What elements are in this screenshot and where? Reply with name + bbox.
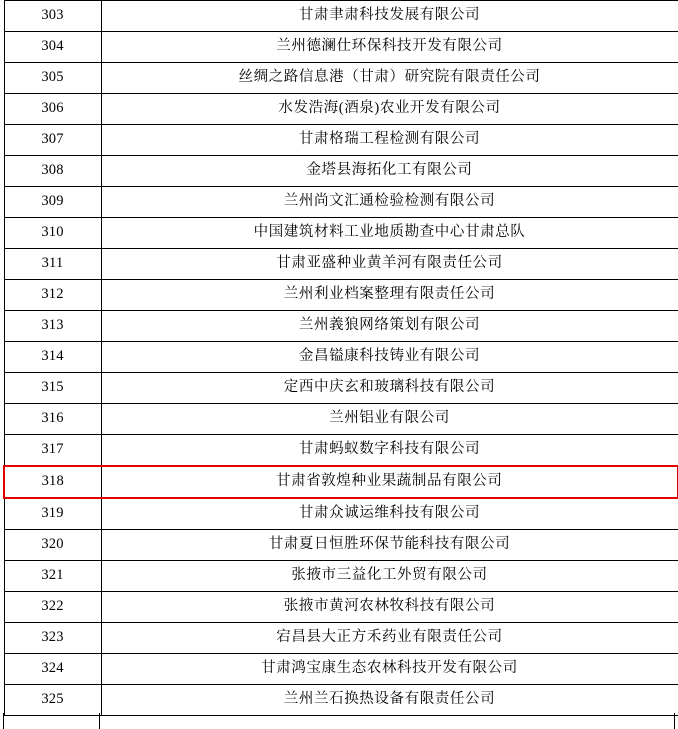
row-index: 325 — [4, 685, 101, 716]
table-row — [4, 435, 678, 467]
row-index: 319 — [4, 498, 101, 530]
table-row — [4, 592, 678, 623]
row-index: 314 — [4, 342, 101, 373]
table-continuation-edge — [3, 713, 675, 729]
column-divider — [99, 713, 100, 729]
row-index: 308 — [4, 156, 101, 187]
row-index: 316 — [4, 404, 101, 435]
row-company-name: 甘肃聿肃科技发展有限公司 — [101, 1, 678, 32]
table-row — [4, 342, 678, 373]
table-row — [4, 311, 678, 342]
row-company-name: 丝绸之路信息港（甘肃）研究院有限责任公司 — [101, 63, 678, 94]
row-index: 313 — [4, 311, 101, 342]
row-index: 305 — [4, 63, 101, 94]
row-index: 315 — [4, 373, 101, 404]
row-index: 303 — [4, 1, 101, 32]
table-row — [4, 249, 678, 280]
table-row — [4, 498, 678, 530]
row-company-name: 甘肃夏日恒胜环保节能科技有限公司 — [101, 530, 678, 561]
table-row — [4, 654, 678, 685]
row-company-name: 金昌镒康科技铸业有限公司 — [101, 342, 678, 373]
row-index: 312 — [4, 280, 101, 311]
row-company-name: 甘肃蚂蚁数字科技有限公司 — [101, 435, 678, 467]
enterprise-list-table — [3, 0, 678, 716]
row-company-name: 张掖市三益化工外贸有限公司 — [101, 561, 678, 592]
table-row — [4, 685, 678, 716]
row-index: 306 — [4, 94, 101, 125]
table-row — [4, 373, 678, 404]
row-company-name: 甘肃亚盛种业黄羊河有限责任公司 — [101, 249, 678, 280]
table-row-highlighted — [4, 466, 678, 498]
row-index: 324 — [4, 654, 101, 685]
row-index: 307 — [4, 125, 101, 156]
row-company-name: 兰州德澜仕环保科技开发有限公司 — [101, 32, 678, 63]
row-index: 311 — [4, 249, 101, 280]
table-row — [4, 125, 678, 156]
row-company-name: 甘肃鸿宝康生态农林科技开发有限公司 — [101, 654, 678, 685]
row-index: 318 — [4, 466, 101, 498]
row-company-name: 兰州铝业有限公司 — [101, 404, 678, 435]
row-company-name: 兰州義狼网络策划有限公司 — [101, 311, 678, 342]
table-row — [4, 530, 678, 561]
row-company-name: 甘肃众诚运维科技有限公司 — [101, 498, 678, 530]
row-company-name: 张掖市黄河农林牧科技有限公司 — [101, 592, 678, 623]
row-company-name: 兰州利业档案整理有限责任公司 — [101, 280, 678, 311]
row-index: 321 — [4, 561, 101, 592]
row-company-name: 甘肃格瑞工程检测有限公司 — [101, 125, 678, 156]
table-row — [4, 280, 678, 311]
table-row — [4, 561, 678, 592]
row-index: 322 — [4, 592, 101, 623]
table-row — [4, 218, 678, 249]
row-index: 304 — [4, 32, 101, 63]
row-index: 323 — [4, 623, 101, 654]
row-index: 309 — [4, 187, 101, 218]
row-company-name: 兰州兰石换热设备有限责任公司 — [101, 685, 678, 716]
row-company-name: 金塔县海拓化工有限公司 — [101, 156, 678, 187]
row-index: 310 — [4, 218, 101, 249]
table-row — [4, 156, 678, 187]
table-row — [4, 187, 678, 218]
table-row — [4, 1, 678, 32]
table-body — [4, 1, 678, 716]
row-company-name: 中国建筑材料工业地质勘查中心甘肃总队 — [101, 218, 678, 249]
table-row — [4, 32, 678, 63]
table-row — [4, 623, 678, 654]
table-row — [4, 94, 678, 125]
table-row — [4, 404, 678, 435]
row-company-name: 水发浩海(酒泉)农业开发有限公司 — [101, 94, 678, 125]
row-index: 320 — [4, 530, 101, 561]
row-index: 317 — [4, 435, 101, 467]
row-company-name: 定西中庆玄和玻璃科技有限公司 — [101, 373, 678, 404]
row-company-name: 宕昌县大正方禾药业有限责任公司 — [101, 623, 678, 654]
row-company-name: 兰州尚文汇通检验检测有限公司 — [101, 187, 678, 218]
table-row — [4, 63, 678, 94]
row-company-name: 甘肃省敦煌种业果蔬制品有限公司 — [101, 466, 678, 498]
